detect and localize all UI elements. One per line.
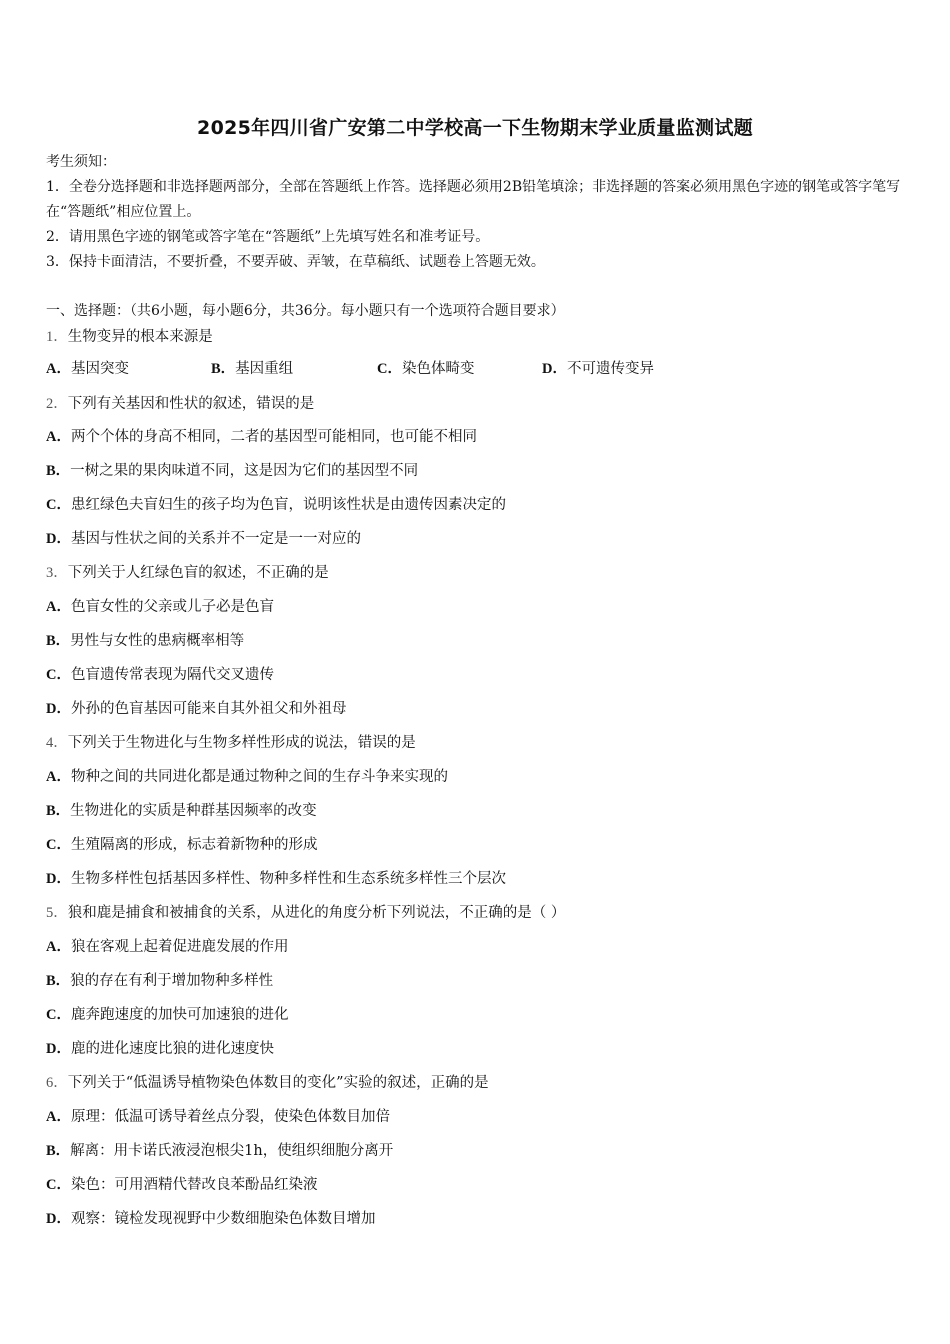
option-c: C．生殖隔离的形成，标志着新物种的形成 (46, 837, 318, 853)
option-b: B．男性与女性的患病概率相等 (46, 633, 245, 649)
question-4-stem: 4．下列关于生物进化与生物多样性形成的说法，错误的是 (46, 735, 416, 751)
question-5-stem: 5．狼和鹿是捕食和被捕食的关系，从进化的角度分析下列说法，不正确的是（ ） (46, 905, 566, 921)
option-b: B．基因重组 (211, 361, 294, 377)
option-c: C．鹿奔跑速度的加快可加速狼的进化 (46, 1007, 289, 1023)
notice-item-2: 2．请用黑色字迹的钢笔或答字笔在“答题纸”上先填写姓名和准考证号。 (46, 229, 490, 245)
section-title: 一、选择题：（共6小题，每小题6分，共36分。每小题只有一个选项符合题目要求） (46, 303, 565, 319)
notice-item-3: 3．保持卡面清洁，不要折叠，不要弄破、弄皱，在草稿纸、试题卷上答题无效。 (46, 254, 545, 270)
option-b: B．一树之果的果肉味道不同，这是因为它们的基因型不同 (46, 463, 419, 479)
question-1-stem (46, 326, 213, 348)
notice-heading: 考生须知： (46, 154, 116, 170)
question-text: 生物变异的根本来源是 (67, 329, 213, 345)
page-title: 2025年四川省广安第二中学校高一下生物期末学业质量监测试题 (197, 117, 753, 139)
question-2-stem: 2．下列有关基因和性状的叙述，错误的是 (46, 396, 315, 412)
option-d: D．外孙的色盲基因可能来自其外祖父和外祖母 (46, 701, 347, 717)
option-a: A．基因突变 (46, 361, 129, 377)
option-d: D．生物多样性包括基因多样性、物种多样性和生态系统多样性三个层次 (46, 871, 506, 887)
question-number: 1． (46, 329, 68, 345)
option-a: A．物种之间的共同进化都是通过物种之间的生存斗争来实现的 (46, 769, 448, 785)
option-a: A．色盲女性的父亲或儿子必是色盲 (46, 599, 274, 615)
question-1-options (46, 358, 906, 380)
question-6-stem: 6．下列关于“低温诱导植物染色体数目的变化”实验的叙述，正确的是 (46, 1075, 489, 1091)
option-a: A．两个个体的身高不相同，二者的基因型可能相同，也可能不相同 (46, 429, 477, 445)
option-c: C．染色体畸变 (377, 361, 475, 377)
notice-item-1: 1．全卷分选择题和非选择题两部分，全部在答题纸上作答。选择题必须用2B铅笔填涂；非选择题的答案必须用黑色字迹的钢笔或答字笔写在“答题纸”相应位置上。 (46, 179, 901, 220)
question-3-stem: 3．下列关于人红绿色盲的叙述，不正确的是 (46, 565, 329, 581)
option-b: B．生物进化的实质是种群基因频率的改变 (46, 803, 317, 819)
option-b: B．解离：用卡诺氏液浸泡根尖1h，使组织细胞分离开 (46, 1143, 394, 1159)
option-b: B．狼的存在有利于增加物种多样性 (46, 973, 274, 989)
option-c: C．患红绿色夫盲妇生的孩子均为色盲，说明该性状是由遗传因素决定的 (46, 497, 506, 513)
option-d: D．观察：镜检发现视野中少数细胞染色体数目增加 (46, 1211, 376, 1227)
option-c: C．染色：可用酒精代替改良苯酚品红染液 (46, 1177, 318, 1193)
option-d: D．鹿的进化速度比狼的进化速度快 (46, 1041, 274, 1057)
option-c: C．色盲遗传常表现为隔代交叉遗传 (46, 667, 274, 683)
option-a: A．狼在客观上起着促进鹿发展的作用 (46, 939, 289, 955)
option-d: D．基因与性状之间的关系并不一定是一一对应的 (46, 531, 361, 547)
option-d: D．不可遗传变异 (542, 361, 654, 377)
option-a: A．原理：低温可诱导着丝点分裂，使染色体数目加倍 (46, 1109, 390, 1125)
